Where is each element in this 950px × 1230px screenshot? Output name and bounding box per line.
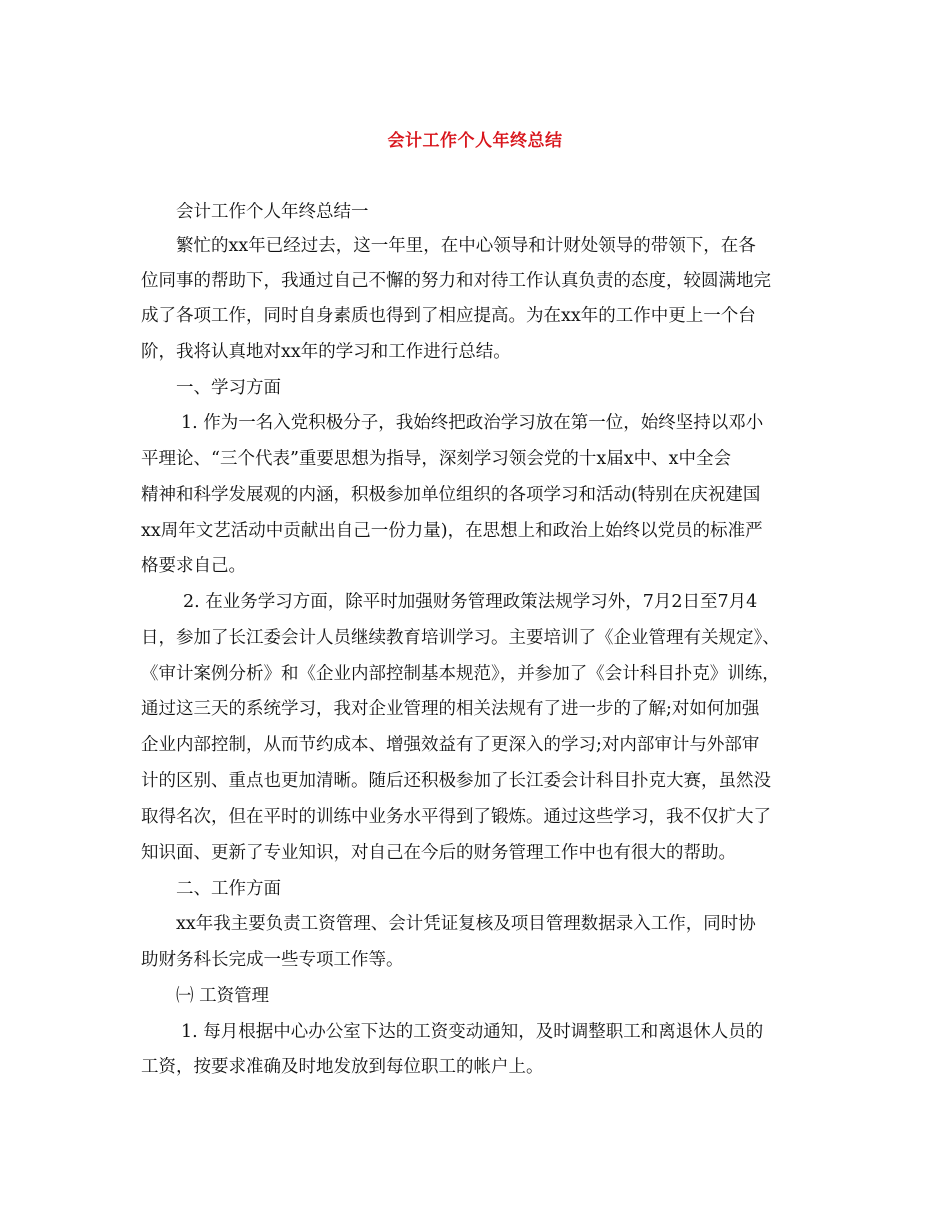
text-line: 位同事的帮助下，我通过自己不懈的努力和对待工作认真负责的态度，较圆满地完 [141, 271, 771, 291]
text-line: 二、工作方面 [176, 879, 281, 899]
text-line: 日，参加了长江委会计人员继续教育培训学习。主要培训了《企业管理有关规定》、 [141, 628, 780, 648]
text-line: 《审计案例分析》和《企业内部控制基本规范》，并参加了《会计科目扑克》训练， [141, 664, 780, 684]
text-line: 1. 每月根据中心办公室下达的工资变动通知，及时调整职工和离退休人员的 [181, 1022, 764, 1042]
text-line: 工资，按要求准确及时地发放到每位职工的帐户上。 [141, 1057, 544, 1077]
text-line: xx年我主要负责工资管理、会计凭证复核及项目管理数据录入工作，同时协 [176, 914, 756, 934]
text-line: 会计工作个人年终总结一 [176, 202, 369, 222]
text-line: 助财务科长完成一些专项工作等。 [141, 950, 404, 970]
text-line: 繁忙的xx年已经过去，这一年里，在中心领导和计财处领导的带领下，在各 [176, 236, 756, 256]
text-line: xx周年文艺活动中贡献出自己一份力量)，在思想上和政治上始终以党员的标准严 [141, 521, 763, 541]
text-line: 一、学习方面 [176, 378, 281, 398]
text-line: 精神和科学发展观的内涵，积极参加单位组织的各项学习和活动(特别在庆祝建国 [141, 485, 761, 505]
text-line: 企业内部控制，从而节约成本、增强效益有了更深入的学习;对内部审计与外部审 [141, 735, 760, 755]
text-line: 取得名次，但在平时的训练中业务水平得到了锻炼。通过这些学习，我不仅扩大了 [141, 807, 771, 827]
text-line: 通过这三天的系统学习，我对企业管理的相关法规有了进一步的了解;对如何加强 [141, 699, 760, 719]
text-line: 阶，我将认真地对xx年的学习和工作进行总结。 [141, 342, 511, 362]
text-line: 格要求自己。 [141, 556, 246, 576]
text-line: 平理论、“三个代表”重要思想为指导，深刻学习领会党的十x届x中、x中全会 [141, 449, 731, 469]
text-line: 计的区别、重点也更加清晰。随后还积极参加了长江委会计科目扑克大赛，虽然没 [141, 771, 771, 791]
text-line: 成了各项工作，同时自身素质也得到了相应提高。为在xx年的工作中更上一个台 [141, 306, 756, 326]
text-line: 知识面、更新了专业知识，对自己在今后的财务管理工作中也有很大的帮助。 [141, 843, 736, 863]
text-line: 2. 在业务学习方面，除平时加强财务管理政策法规学习外，7月2日至7月4 [183, 592, 758, 612]
text-line: 1. 作为一名入党积极分子，我始终把政治学习放在第一位，始终坚持以邓小 [181, 413, 764, 433]
document-title: 会计工作个人年终总结 [387, 131, 563, 151]
text-line: ㈠ 工资管理 [176, 986, 270, 1006]
